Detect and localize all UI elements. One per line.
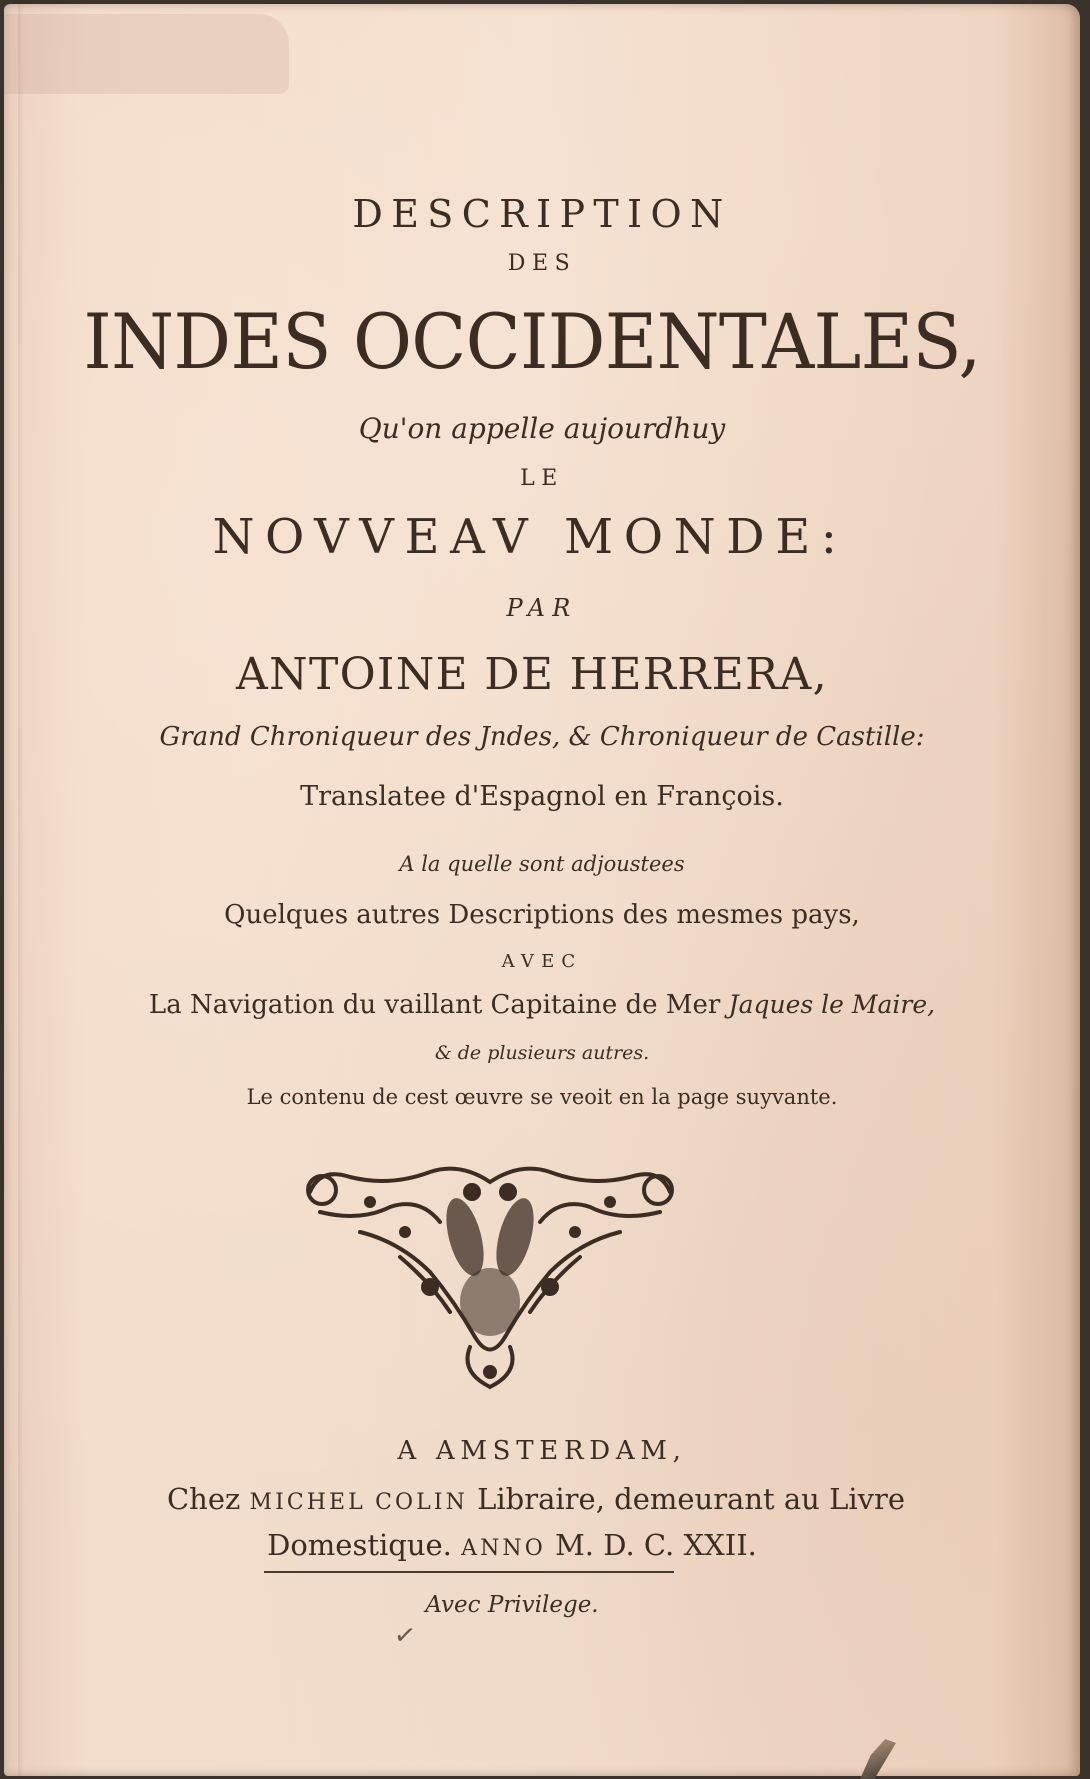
imprint-printer-line [0, 1482, 1074, 1516]
others-line: & de plusieurs autres. [434, 1042, 650, 1064]
by-label: PAR [506, 594, 578, 622]
title-nouveau-monde: NOVVEAV MONDE: [212, 509, 848, 565]
navigation-text: La Navigation du vaillant Capitaine de Mer [148, 990, 721, 1020]
printers-ornament-icon [300, 1162, 680, 1392]
contents-note: Le contenu de cest œuvre se veoit en la page suyvante. [246, 1085, 838, 1109]
page-tear [860, 1739, 896, 1779]
imprint-city: A AMSTERDAM, [397, 1436, 687, 1466]
imprint-year: M. D. C. XXII. [555, 1528, 757, 1562]
imprint-printer-last: COLIN [375, 1490, 468, 1515]
title-description: DESCRIPTION [352, 192, 732, 236]
subtitle-quon-appelle: Qu'on appelle aujourdhuy [358, 412, 726, 445]
additions-intro: A la quelle sont adjoustees [399, 852, 685, 876]
title-des: DES [507, 251, 577, 276]
navigation-captain: Jaques le Maire, [728, 990, 936, 1019]
navigation-line [4, 990, 1080, 1020]
imprint-rule [264, 1571, 674, 1573]
imprint-year-line [0, 1528, 1050, 1562]
imprint-privilege: Avec Privilege. [425, 1592, 599, 1618]
additions-line: Quelques autres Descriptions des mesmes pays, [224, 900, 860, 930]
imprint-printer-role: Libraire, demeurant au Livre [477, 1482, 906, 1516]
title-indes-occidentales: INDES OCCIDENTALES, [83, 297, 981, 387]
handwritten-check-icon: ✓ [392, 1619, 418, 1653]
paper-stain [4, 14, 289, 94]
avec-label: AVEC [501, 951, 583, 972]
translation-note: Translatee d'Espagnol en François. [300, 781, 784, 812]
imprint-anno: ANNO [461, 1536, 546, 1561]
title-page [4, 4, 1080, 1776]
author-name: ANTOINE DE HERRERA, [236, 649, 828, 700]
author-title: Grand Chroniqueur des Jndes, & Chroniqueur de Castille: [159, 722, 925, 752]
title-le: LE [520, 466, 564, 491]
imprint-printer-first: MICHEL [249, 1490, 366, 1515]
imprint-chez: Chez [166, 1482, 241, 1516]
imprint-address-end: Domestique. [267, 1528, 452, 1562]
